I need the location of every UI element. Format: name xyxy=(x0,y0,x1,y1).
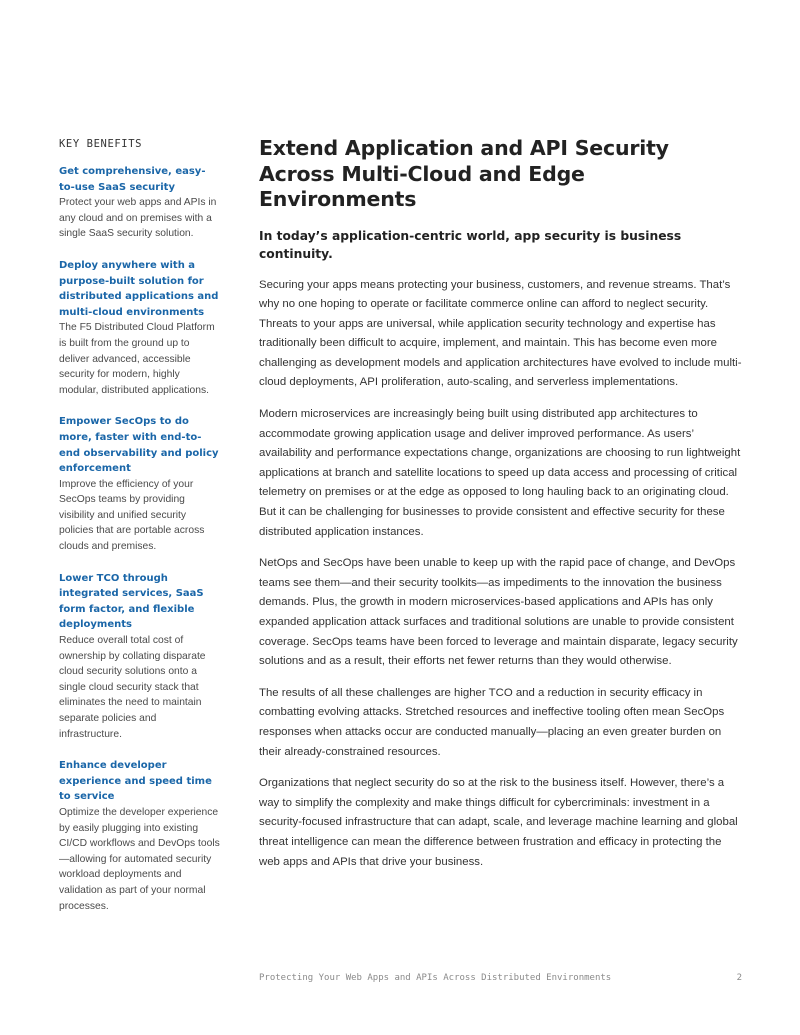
benefit-item xyxy=(59,571,221,743)
main-content xyxy=(259,136,745,884)
body-paragraph: Modern microservices are increasingly being built using distributed app architectures to accommodate growing application usage and deliver improved performance. As users’ availability and performance expectations change, organizations are choosing to run lightweight applications at branch and satellite locations to speed up data access and processing of critical telemetry on premises or at the edge as opposed to long hauling back to an originating cloud. But it can be challenging for businesses to provide consistent and effective security for these distributed application instances. xyxy=(259,408,741,538)
benefit-item xyxy=(59,258,221,398)
benefit-title: Lower TCO through integrated services, SaaS form factor, and flexible deployments xyxy=(59,572,204,631)
benefit-body: Reduce overall total cost of ownership by collating disparate cloud security solutions onto a single cloud security stack that eliminates the need to maintain separate policies and infrastructure. xyxy=(59,635,206,740)
page-number: 2 xyxy=(736,973,742,983)
benefit-title: Empower SecOps to do more, faster with end-to-end observability and policy enforcement xyxy=(59,416,219,475)
footer-document-title: Protecting Your Web Apps and APIs Across Distributed Environments xyxy=(259,973,612,983)
page-title: Extend Application and API Security Across Multi-Cloud and Edge Environments xyxy=(259,136,669,211)
benefit-title: Deploy anywhere with a purpose-built solution for distributed applications and multi-cloud environments xyxy=(59,259,219,318)
benefit-title: Enhance developer experience and speed time to service xyxy=(59,760,212,803)
body-paragraph: NetOps and SecOps have been unable to keep up with the rapid pace of change, and DevOps teams see them—and their security toolkits—as impediments to the innovation the business demands. Plus, the growth in modern microservices-based applications and APIs has only expanded application attack surfaces and traditional solutions are unable to provide consistent coverage. SecOps teams have been forced to leverage and maintain disparate, legacy security solutions and as a result, their efforts net fewer returns than they would otherwise. xyxy=(259,557,738,668)
benefit-title: Get comprehensive, easy-to-use SaaS security xyxy=(59,166,206,193)
benefit-item xyxy=(59,164,221,242)
benefit-item xyxy=(59,758,221,914)
benefit-body: The F5 Distributed Cloud Platform is built from the ground up to deliver advanced, accessible security for modern, highly modular, distributed applications. xyxy=(59,322,215,396)
body-paragraph: The results of all these challenges are higher TCO and a reduction in security efficacy in combatting evolving attacks. Stretched resources and ineffective tooling often mean SecOps responses when attacks occur are conducted manually—placing an even greater burden on their already-constrained resources. xyxy=(259,686,725,758)
benefit-body: Improve the efficiency of your SecOps teams by providing visibility and unified security policies that are portable across clouds and premises. xyxy=(59,478,205,553)
benefit-item xyxy=(59,414,221,554)
body-paragraph: Securing your apps means protecting your business, customers, and revenue streams. That’s why no one hoping to operate or facilitate commerce online can afford to neglect security. Threats to your apps are universal, while application security technology and expertise has traditionally been difficult to acquire, implement, and maintain. This has become even more challenging as development models and application architectures have evolved to include multi-cloud deployments, API proliferation, auto-scaling, and serverless implementations. xyxy=(259,278,742,389)
key-benefits-heading: KEY BENEFITS xyxy=(59,138,143,150)
benefit-body: Protect your web apps and APIs in any cloud and on premises with a single SaaS security solution. xyxy=(59,197,217,240)
page-subtitle: In today’s application-centric world, app security is business continuity. xyxy=(259,228,682,261)
benefit-body: Optimize the developer experience by easily plugging into existing CI/CD workflows and DevOps tools—allowing for automated security workload deployments and validation as part of your normal processes. xyxy=(59,806,220,912)
body-paragraph: Organizations that neglect security do so at the risk to the business itself. However, there’s a way to simplify the complexity and make things difficult for cybercriminals: investment in a security-focused infrastructure that can adapt, scale, and leverage machine learning and global threat intelligence can mean the difference between frustration and efficacy in protecting the web apps and APIs that drive your business. xyxy=(259,777,738,868)
key-benefits-sidebar xyxy=(59,138,221,930)
